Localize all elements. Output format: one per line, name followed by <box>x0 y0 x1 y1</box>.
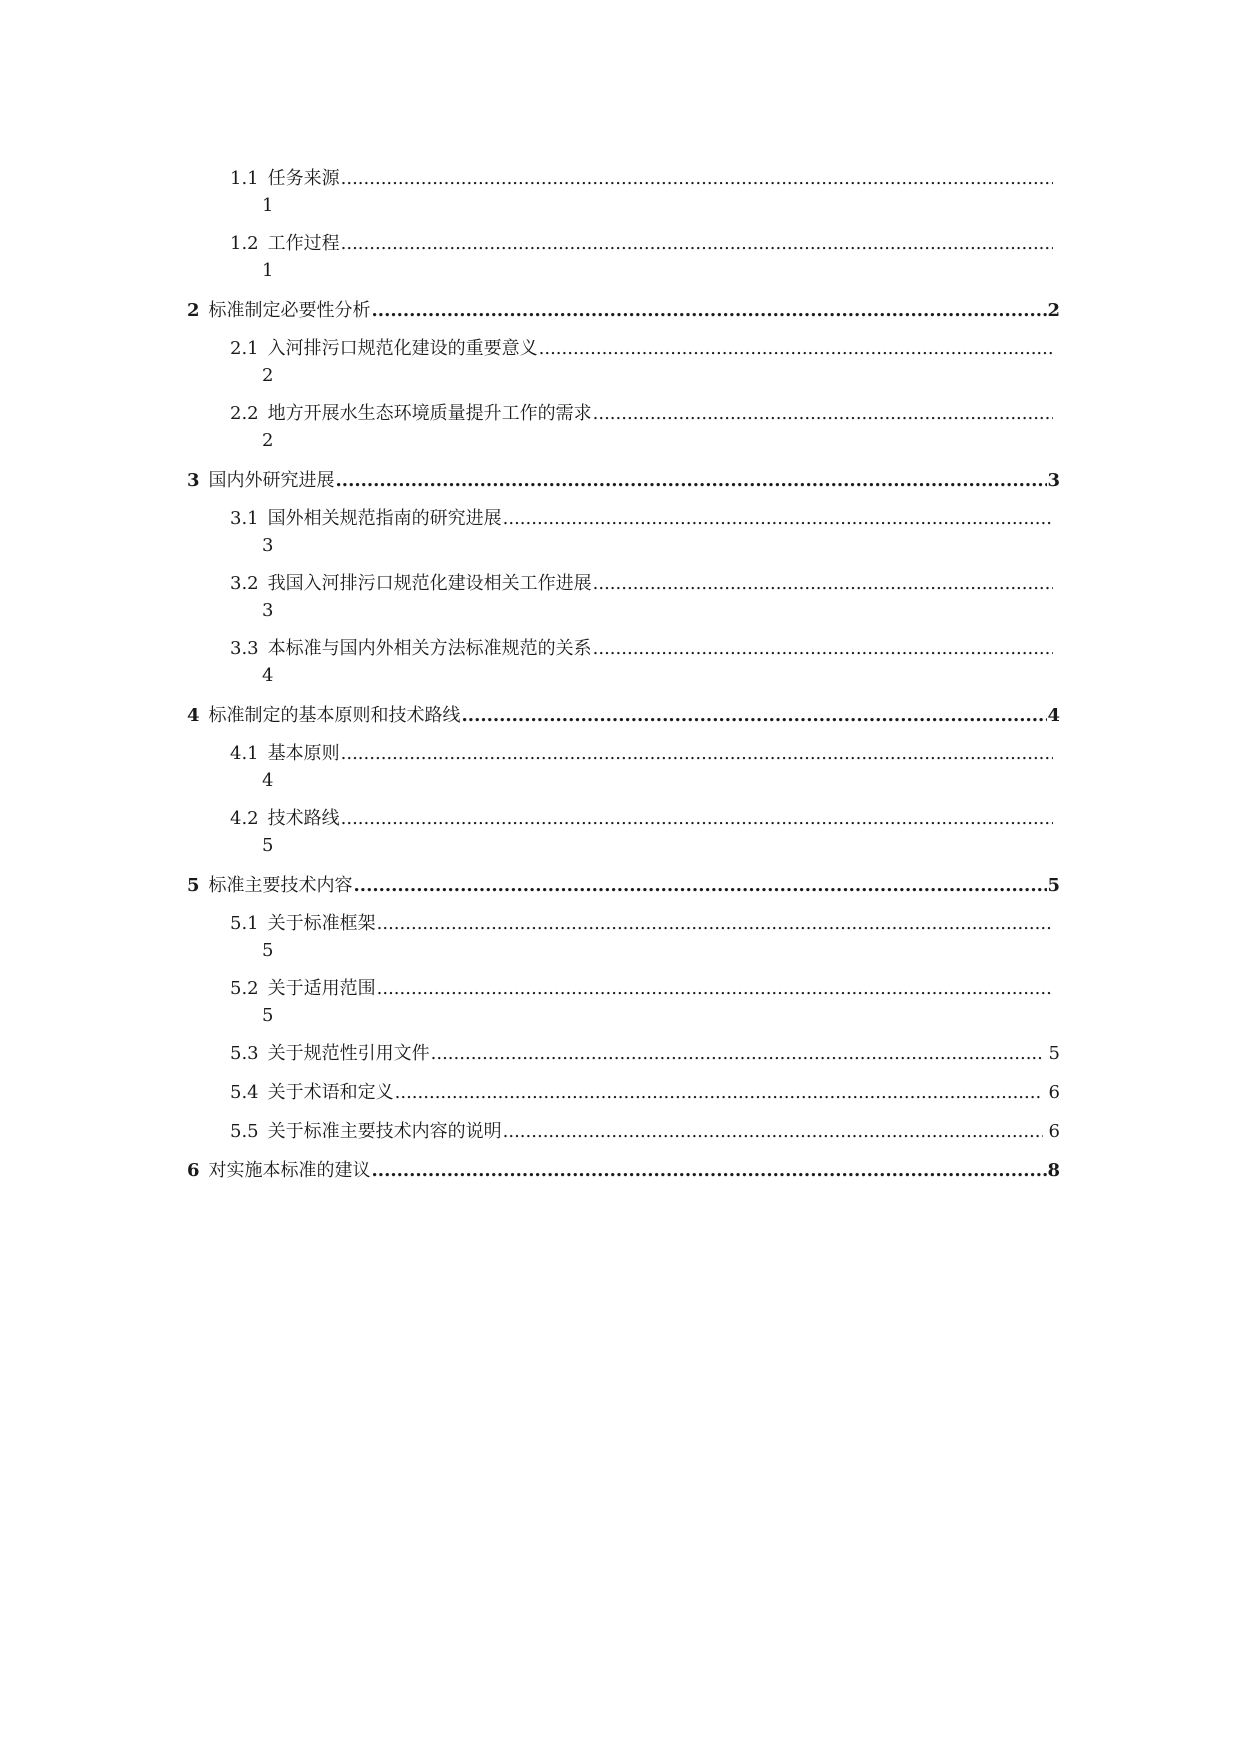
toc-leader-dots <box>372 297 1048 324</box>
toc-entry-page: 3 <box>1047 470 1060 491</box>
toc-entry-4-2[interactable] <box>230 805 1053 859</box>
toc-entry-title: 关于规范性引用文件 <box>267 1043 430 1064</box>
toc-entry-5-3[interactable] <box>230 1040 1060 1067</box>
toc-entry-page: 5 <box>1047 875 1060 896</box>
toc-entry-page: 8 <box>1047 1160 1060 1181</box>
toc-entry-number: 5.4 <box>230 1082 259 1103</box>
toc-entry-number: 1.1 <box>230 168 259 189</box>
toc-entry-title: 地方开展水生态环境质量提升工作的需求 <box>267 403 592 424</box>
toc-entry-number: 4.1 <box>230 743 259 764</box>
toc-entry-title: 对实施本标准的建议 <box>208 1160 371 1181</box>
toc-leader-dots <box>593 570 1053 597</box>
toc-leader-dots <box>503 505 1053 532</box>
toc-entry-page: 1 <box>262 195 274 216</box>
toc-entry-2-1[interactable] <box>230 335 1053 389</box>
toc-entry-5[interactable] <box>187 872 1060 899</box>
toc-leader-dots <box>431 1040 1043 1067</box>
toc-entry-title: 关于标准主要技术内容的说明 <box>267 1121 502 1142</box>
toc-entry-page: 2 <box>262 430 274 451</box>
toc-entry-1-2[interactable] <box>230 230 1053 284</box>
toc-entry-page: 2 <box>262 365 274 386</box>
toc-leader-dots <box>395 1079 1043 1106</box>
toc-entry-title: 我国入河排污口规范化建设相关工作进展 <box>267 573 592 594</box>
toc-entry-title: 本标准与国内外相关方法标准规范的关系 <box>267 638 592 659</box>
toc-entry-title: 关于适用范围 <box>267 978 376 999</box>
toc-leader-dots <box>593 635 1053 662</box>
toc-entry-number: 5.3 <box>230 1043 259 1064</box>
toc-entry-number: 5.1 <box>230 913 259 934</box>
toc-leader-dots <box>354 872 1048 899</box>
toc-entry-page: 5 <box>262 835 274 856</box>
toc-entry-page: 3 <box>262 535 274 556</box>
toc-entry-number: 2.1 <box>230 338 259 359</box>
toc-leader-dots <box>377 910 1053 937</box>
toc-entry-title: 入河排污口规范化建设的重要意义 <box>267 338 538 359</box>
toc-entry-4-1[interactable] <box>230 740 1053 794</box>
toc-entry-number: 3.2 <box>230 573 259 594</box>
toc-entry-title: 任务来源 <box>267 168 340 189</box>
toc-entry-page: 3 <box>262 600 274 621</box>
toc-entry-number: 5.5 <box>230 1121 259 1142</box>
toc-entry-title: 标准制定必要性分析 <box>208 300 371 321</box>
toc-entry-page: 4 <box>1047 705 1060 726</box>
toc-entry-number: 4.2 <box>230 808 259 829</box>
toc-leader-dots <box>341 165 1053 192</box>
toc-entry-number: 2 <box>187 300 200 321</box>
toc-entry-3-2[interactable] <box>230 570 1053 624</box>
toc-leader-dots <box>372 1157 1048 1184</box>
toc-entry-page: 6 <box>1048 1121 1060 1142</box>
toc-entry-title: 关于标准框架 <box>267 913 376 934</box>
toc-entry-number: 3.3 <box>230 638 259 659</box>
toc-entry-title: 标准主要技术内容 <box>208 875 353 896</box>
toc-entry-2[interactable] <box>187 297 1060 324</box>
toc-entry-number: 3.1 <box>230 508 259 529</box>
toc-leader-dots <box>593 400 1053 427</box>
toc-entry-page: 1 <box>262 260 274 281</box>
toc-entry-2-2[interactable] <box>230 400 1053 454</box>
toc-leader-dots <box>341 230 1053 257</box>
toc-entry-title: 关于术语和定义 <box>267 1082 394 1103</box>
toc-entry-5-1[interactable] <box>230 910 1053 964</box>
toc-entry-5-5[interactable] <box>230 1118 1060 1145</box>
toc-entry-number: 5 <box>187 875 200 896</box>
toc-leader-dots <box>377 975 1053 1002</box>
toc-entry-page: 5 <box>1048 1043 1060 1064</box>
toc-leader-dots <box>462 702 1048 729</box>
toc-entry-title: 国内外研究进展 <box>208 470 335 491</box>
toc-entry-page: 4 <box>262 770 274 791</box>
toc-entry-page: 5 <box>262 1005 274 1026</box>
toc-entry-3[interactable] <box>187 467 1060 494</box>
toc-entry-number: 4 <box>187 705 200 726</box>
toc-entry-3-1[interactable] <box>230 505 1053 559</box>
toc-entry-page: 2 <box>1047 300 1060 321</box>
toc-entry-5-4[interactable] <box>230 1079 1060 1106</box>
toc-entry-title: 技术路线 <box>267 808 340 829</box>
toc-entry-number: 5.2 <box>230 978 259 999</box>
toc-entry-page: 6 <box>1048 1082 1060 1103</box>
toc-entry-title: 基本原则 <box>267 743 340 764</box>
toc-entry-title: 标准制定的基本原则和技术路线 <box>208 705 461 726</box>
toc-entry-1-1[interactable] <box>230 165 1053 219</box>
toc-entry-page: 4 <box>262 665 274 686</box>
toc-entry-page: 5 <box>262 940 274 961</box>
toc-entry-5-2[interactable] <box>230 975 1053 1029</box>
toc-leader-dots <box>539 335 1053 362</box>
toc-entry-number: 6 <box>187 1160 200 1181</box>
toc-leader-dots <box>341 805 1053 832</box>
toc-entry-number: 3 <box>187 470 200 491</box>
toc-entry-title: 国外相关规范指南的研究进展 <box>267 508 502 529</box>
toc-entry-3-3[interactable] <box>230 635 1053 689</box>
toc-entry-number: 2.2 <box>230 403 259 424</box>
toc-leader-dots <box>503 1118 1043 1145</box>
toc-entry-number: 1.2 <box>230 233 259 254</box>
toc-entry-4[interactable] <box>187 702 1060 729</box>
toc-entry-title: 工作过程 <box>267 233 340 254</box>
toc-leader-dots <box>341 740 1053 767</box>
toc-leader-dots <box>336 467 1048 494</box>
toc-entry-6[interactable] <box>187 1157 1060 1184</box>
